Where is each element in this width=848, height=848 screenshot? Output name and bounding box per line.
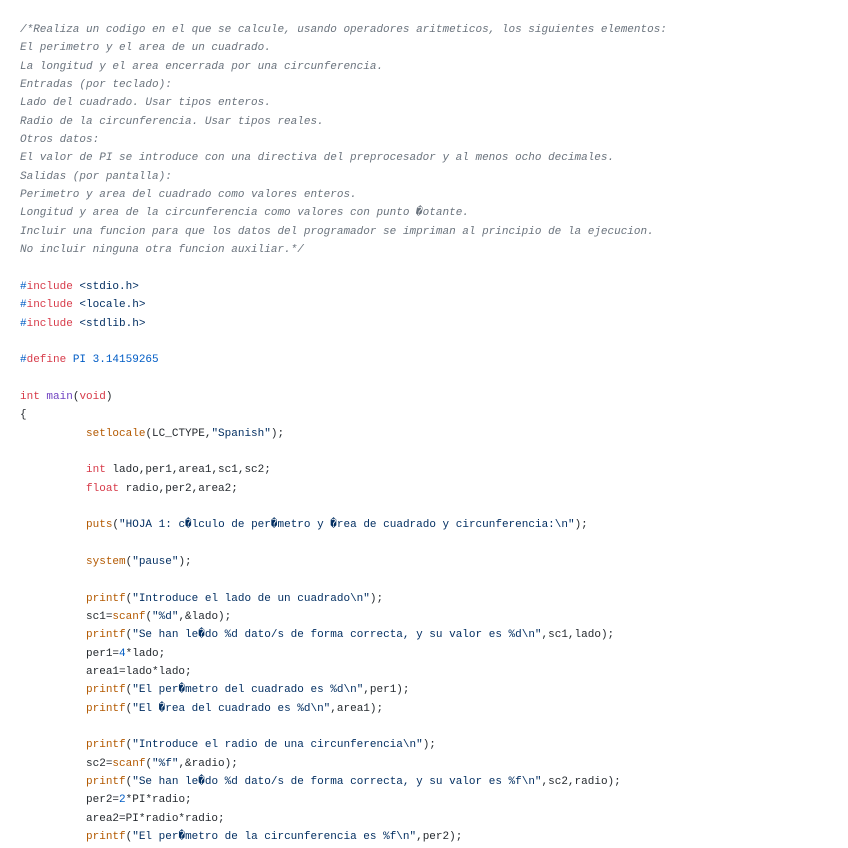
code-token <box>20 428 86 440</box>
code-token: "Se han le�do %d dato/s de forma correcta, y su valor es %d\n" <box>132 629 542 642</box>
code-line <box>20 76 667 94</box>
code-token: 4 <box>119 647 126 660</box>
code-listing <box>20 21 667 846</box>
code-token: *lado; <box>125 647 166 660</box>
blank-line <box>20 443 667 461</box>
code-token: La longitud y el area encerrada por una circunferencia. <box>20 60 384 73</box>
code-token: float <box>86 482 120 495</box>
code-token: "pause" <box>132 555 179 568</box>
code-token: ,per2); <box>416 831 463 844</box>
code-token: scanf <box>112 757 146 770</box>
code-line <box>20 608 667 626</box>
code-token: system <box>86 555 126 568</box>
code-line <box>20 810 667 828</box>
code-token: ( <box>112 519 120 532</box>
code-token: Lado del cuadrado. Usar tipos enteros. <box>20 97 271 110</box>
code-token: "Spanish" <box>211 427 271 440</box>
code-token: El perimetro y el area de un cuadrado. <box>20 42 271 55</box>
code-token: printf <box>86 629 126 642</box>
code-token: Perimetro y area del cuadrado como valores enteros. <box>20 189 357 202</box>
code-token: ,sc2,radio); <box>541 776 621 789</box>
code-line <box>20 791 667 809</box>
code-line <box>20 131 667 149</box>
blank-line <box>20 535 667 553</box>
code-token: ); <box>178 555 192 568</box>
code-token: radio,per2,area2; <box>119 482 238 495</box>
code-token: ); <box>270 427 285 440</box>
code-token: Radio de la circunferencia. Usar tipos reales. <box>20 115 324 128</box>
code-token: <stdlib.h> <box>72 317 146 330</box>
code-token: "%f" <box>152 757 179 770</box>
code-line <box>20 516 667 534</box>
code-token: Otros datos: <box>20 134 100 147</box>
code-token: ); <box>369 592 384 605</box>
code-token: int <box>86 464 106 477</box>
code-line <box>20 58 667 76</box>
code-token: setlocale <box>86 427 146 440</box>
code-token <box>20 556 86 568</box>
code-token <box>20 629 86 641</box>
code-token <box>20 703 86 715</box>
code-token: puts <box>86 519 113 532</box>
code-token: ( <box>72 390 80 403</box>
code-token: El valor de PI se introduce con una directiva del preprocesador y al menos ocho decimales. <box>20 152 615 165</box>
code-token: "Introduce el radio de una circunferencia\n" <box>132 739 423 752</box>
code-line <box>20 278 667 296</box>
code-line <box>20 351 667 369</box>
code-token: "El per�metro de la circunferencia es %f\n" <box>132 831 417 844</box>
code-line <box>20 186 667 204</box>
code-token: per1= <box>20 647 120 660</box>
code-token: printf <box>86 592 126 605</box>
code-token: # <box>20 299 27 312</box>
code-token: # <box>20 280 27 293</box>
code-token: printf <box>86 776 126 789</box>
code-token <box>20 776 86 788</box>
code-token: "El �rea del cuadrado es %d\n" <box>132 702 331 715</box>
code-line <box>20 296 667 314</box>
code-token: area1=lado*lado; <box>20 666 192 679</box>
code-token: ( <box>145 611 153 623</box>
code-token: # <box>20 317 27 330</box>
code-token: include <box>26 299 73 312</box>
code-token: "El per�metro del cuadrado es %d\n" <box>132 684 364 697</box>
code-token: <stdio.h> <box>72 280 139 293</box>
code-line <box>20 204 667 222</box>
blank-line <box>20 718 667 736</box>
code-token: ( <box>125 776 133 789</box>
code-token: lado,per1,area1,sc1,sc2; <box>105 464 271 477</box>
code-token: include <box>26 280 73 293</box>
code-line <box>20 149 667 167</box>
code-line <box>20 223 667 241</box>
code-token: sc2= <box>20 757 113 770</box>
code-token: ,sc1,lado); <box>541 629 615 642</box>
code-token: ( <box>125 592 133 605</box>
code-token: Longitud y area de la circunferencia como valores con punto �otante. <box>20 207 469 220</box>
code-line <box>20 39 667 57</box>
code-token: printf <box>86 739 126 752</box>
code-token: printf <box>86 831 126 844</box>
code-token: area2=PI*radio*radio; <box>20 812 225 825</box>
code-token: include <box>26 317 73 330</box>
blank-line <box>20 333 667 351</box>
code-token: ,area1); <box>330 702 384 715</box>
code-token: No incluir ninguna otra funcion auxiliar.*/ <box>20 244 304 257</box>
code-line <box>20 736 667 754</box>
code-token: /*Realiza un codigo en el que se calcule, usando operadores aritmeticos, los siguientes elementos: <box>20 24 667 36</box>
code-line <box>20 315 667 333</box>
code-line <box>20 21 667 39</box>
code-token: "Introduce el lado de un cuadrado\n" <box>132 592 370 605</box>
code-line <box>20 94 667 112</box>
code-token: ,&lado); <box>178 611 232 623</box>
code-token <box>20 739 86 751</box>
code-token: ( <box>125 555 133 568</box>
code-token: ( <box>125 684 133 697</box>
code-token: define <box>26 354 67 367</box>
code-line <box>20 626 667 644</box>
code-token: 2 <box>119 794 126 807</box>
code-line <box>20 553 667 571</box>
code-token <box>20 483 86 495</box>
code-token: PI 3.14159265 <box>66 354 159 367</box>
code-token: ( <box>125 831 133 844</box>
code-line <box>20 241 667 259</box>
code-token: "%d" <box>152 611 179 623</box>
code-token: { <box>20 409 27 422</box>
blank-line <box>20 370 667 388</box>
code-line <box>20 773 667 791</box>
code-token <box>20 519 86 531</box>
code-token: printf <box>86 684 126 697</box>
code-line <box>20 461 667 479</box>
code-token: ( <box>125 739 133 752</box>
code-line <box>20 663 667 681</box>
code-token: Salidas (por pantalla): <box>20 170 172 183</box>
code-token: *PI*radio; <box>125 794 192 807</box>
code-token: void <box>79 390 106 403</box>
code-line <box>20 480 667 498</box>
code-line <box>20 755 667 773</box>
code-token: "HOJA 1: c�lculo de per�metro y �rea de cuadrado y circunferencia:\n" <box>119 519 575 532</box>
code-token: ( <box>125 702 133 715</box>
code-line <box>20 828 667 846</box>
code-line <box>20 113 667 131</box>
blank-line <box>20 498 667 516</box>
code-token: ) <box>105 390 113 403</box>
code-token <box>20 831 86 843</box>
code-line <box>20 425 667 443</box>
code-line <box>20 168 667 186</box>
blank-line <box>20 571 667 589</box>
code-token: (LC_CTYPE, <box>145 427 212 440</box>
code-line <box>20 590 667 608</box>
code-token: # <box>20 354 27 367</box>
code-line <box>20 645 667 663</box>
code-token <box>20 684 86 696</box>
code-line <box>20 700 667 718</box>
code-token: sc1= <box>20 611 113 623</box>
code-token: Incluir una funcion para que los datos del programador se impriman al principio de la ejecucion. <box>20 225 654 238</box>
code-token: ,&radio); <box>178 757 238 770</box>
code-line <box>20 681 667 699</box>
code-token <box>20 464 86 476</box>
code-token: ,per1); <box>363 684 410 697</box>
code-token: ); <box>574 519 588 532</box>
code-token: ( <box>145 757 153 770</box>
code-line <box>20 406 667 424</box>
code-token: scanf <box>112 611 146 623</box>
code-token: "Se han le�do %d dato/s de forma correcta, y su valor es %f\n" <box>132 776 542 789</box>
blank-line <box>20 259 667 277</box>
code-line <box>20 388 667 406</box>
code-token: Entradas (por teclado): <box>20 79 172 92</box>
code-token <box>20 593 86 605</box>
code-token: ( <box>125 629 133 642</box>
code-token: per2= <box>20 794 120 807</box>
code-token: int <box>20 390 40 403</box>
code-token: <locale.h> <box>72 299 146 312</box>
code-token: main <box>46 390 73 403</box>
code-token: printf <box>86 702 126 715</box>
code-token: ); <box>422 739 436 752</box>
